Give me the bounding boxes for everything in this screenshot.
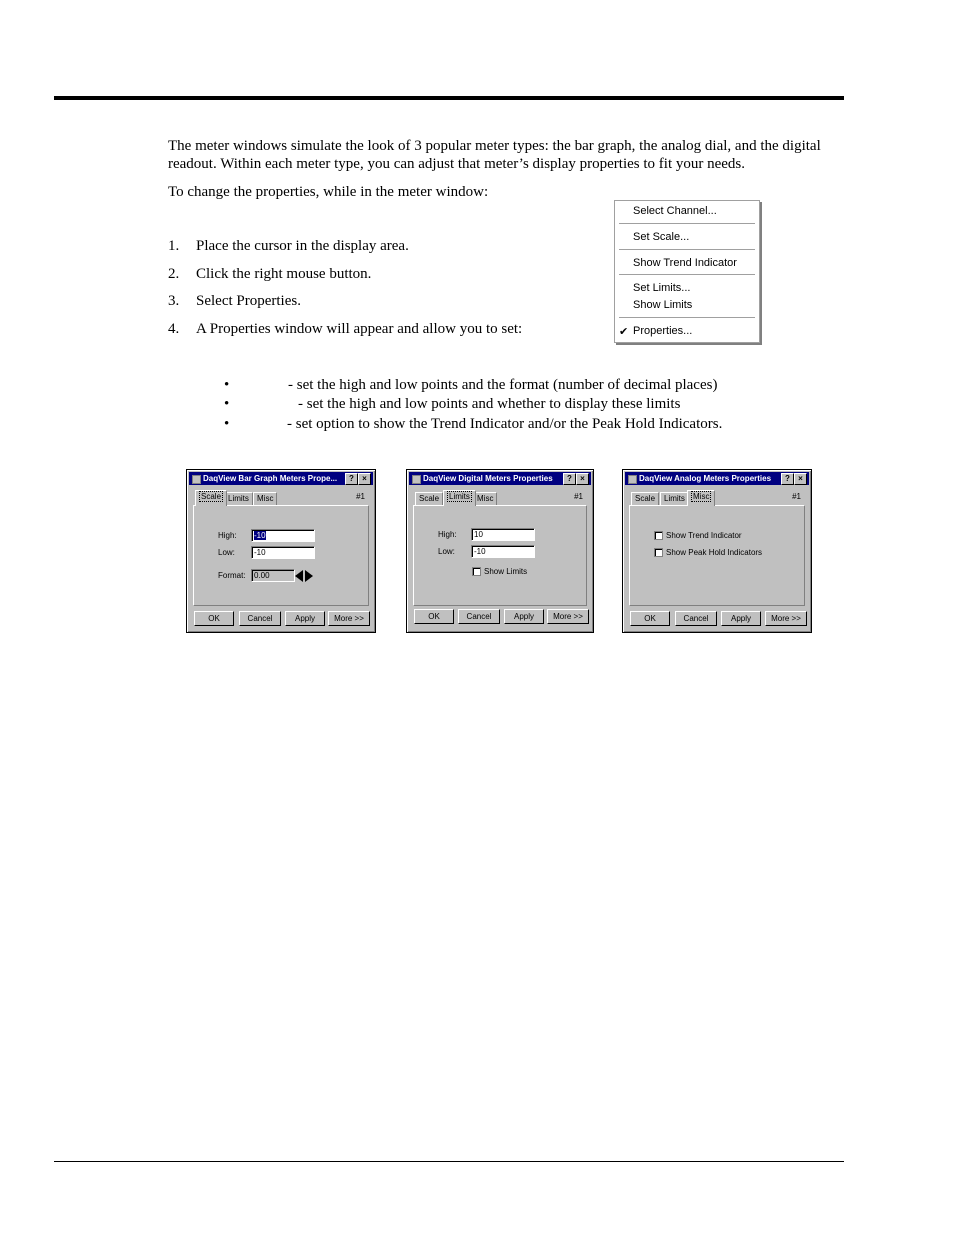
high-input[interactable]: -10 [251,529,315,542]
menu-separator [619,274,755,275]
show-limits-checkbox[interactable] [472,567,481,576]
menu-item-set-limits[interactable]: Set Limits... [633,282,691,294]
list-item: 4. A Properties window will appear and allow you to set: [168,321,523,337]
menu-separator [619,223,755,224]
menu-item-show-limits[interactable]: Show Limits [633,299,693,311]
dialog-title: DaqView Bar Graph Meters Prope... [203,474,338,483]
cancel-button[interactable]: Cancel [239,611,281,626]
help-button[interactable]: ? [345,473,358,485]
title-bar [625,472,809,485]
list-item: 1. Place the cursor in the display area. [168,238,409,254]
tab-scale[interactable]: Scale [415,492,443,505]
dialog-title: DaqView Digital Meters Properties [423,474,553,483]
low-input[interactable]: -10 [251,546,315,559]
list-item: 3. Select Properties. [168,293,301,309]
format-input[interactable]: 0.00 [251,569,295,582]
apply-button[interactable]: Apply [504,609,544,624]
low-input[interactable]: -10 [471,545,535,558]
format-label: Format: [218,571,246,580]
channel-number: #1 [792,492,801,501]
title-bar [189,472,373,485]
menu-separator [619,249,755,250]
tab-limits[interactable]: Limits [660,492,689,505]
analog-properties-dialog [622,469,812,633]
apply-button[interactable]: Apply [285,611,325,626]
arrow-left-icon[interactable] [295,570,303,582]
tab-misc[interactable]: Misc [687,490,715,506]
menu-item-set-scale[interactable]: Set Scale... [633,231,690,243]
tab-limits[interactable]: Limits [224,492,253,505]
more-button[interactable]: More >> [547,609,589,624]
tab-limits[interactable]: Limits [443,490,476,506]
tab-misc[interactable]: Misc [253,492,277,505]
close-button[interactable]: × [358,473,371,485]
instruction-paragraph: To change the properties, while in the meter window: [168,184,489,200]
footer-rule [54,1161,844,1162]
more-button[interactable]: More >> [765,611,807,626]
menu-item-select-channel[interactable]: Select Channel... [633,205,717,217]
ok-button[interactable]: OK [414,609,454,624]
digital-properties-dialog [406,469,594,633]
low-label: Low: [218,548,235,557]
channel-number: #1 [356,492,365,501]
ok-button[interactable]: OK [194,611,234,626]
format-spinner[interactable] [295,569,315,581]
menu-item-show-trend-indicator[interactable]: Show Trend Indicator [633,257,737,269]
tab-scale[interactable]: Scale [631,492,659,505]
header-rule [54,96,844,100]
close-button[interactable]: × [794,473,807,485]
app-icon [192,475,201,484]
high-label: High: [218,531,237,540]
cancel-button[interactable]: Cancel [458,609,500,624]
help-button[interactable]: ? [563,473,576,485]
app-icon [628,475,637,484]
title-bar [409,472,591,485]
high-input[interactable]: 10 [471,528,535,541]
close-button[interactable]: × [576,473,589,485]
bar-graph-properties-dialog [186,469,376,633]
list-item: 2. Click the right mouse button. [168,266,372,282]
context-menu [614,200,760,343]
apply-button[interactable]: Apply [721,611,761,626]
tab-scale[interactable]: Scale [195,490,227,506]
high-label: High: [438,530,457,539]
tab-misc[interactable]: Misc [473,492,497,505]
menu-separator [619,317,755,318]
show-limits-label: Show Limits [484,567,528,576]
trend-indicator-label: Show Trend Indicator [666,531,742,540]
peak-hold-checkbox[interactable] [654,548,663,557]
dialog-title: DaqView Analog Meters Properties [639,474,772,483]
check-icon: ✔ [619,326,629,338]
menu-item-properties[interactable]: Properties... [633,325,693,337]
intro-paragraph: The meter windows simulate the look of 3 popular meter types: the bar graph, the analog dial, and the digital readout. Within each meter type, you can adjust that meter’s display properties to fit your needs. [168,138,821,172]
channel-number: #1 [574,492,583,501]
arrow-right-icon[interactable] [305,570,313,582]
trend-indicator-checkbox[interactable] [654,531,663,540]
peak-hold-label: Show Peak Hold Indicators [666,548,763,557]
app-icon [412,475,421,484]
ok-button[interactable]: OK [630,611,670,626]
low-label: Low: [438,547,455,556]
help-button[interactable]: ? [781,473,794,485]
more-button[interactable]: More >> [328,611,370,626]
cancel-button[interactable]: Cancel [675,611,717,626]
